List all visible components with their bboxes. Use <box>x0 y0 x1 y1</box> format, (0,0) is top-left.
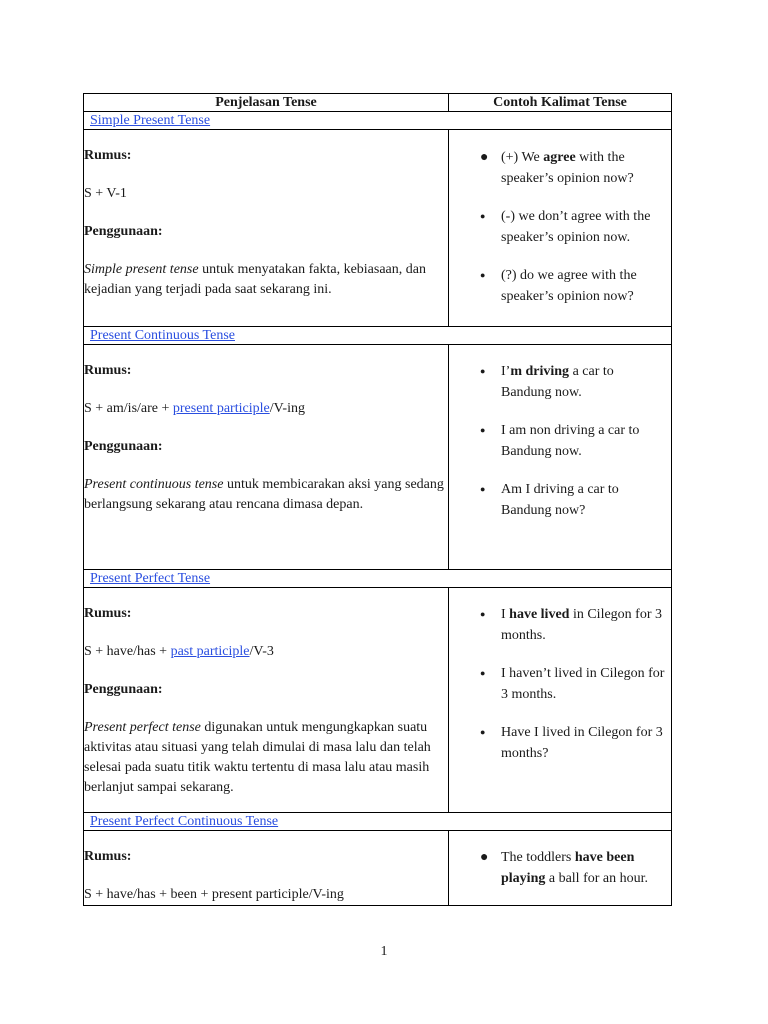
usage-description <box>84 718 448 798</box>
example-negative: ● (-) we don’t agree with the speaker’s opinion now. <box>501 206 665 248</box>
usage-term: Present perfect tense <box>84 720 201 735</box>
examples-cell <box>449 831 672 906</box>
examples-list <box>449 847 671 889</box>
usage-text: digunakan untuk mengungkapkan suatu aktivitas atau situasi yang telah dimulai di masa lalu dan telah selesai pada suatu titik waktu tertentu di masa lalu atau masih berlanjut sampai sekarang. <box>84 720 431 795</box>
section-title-row <box>84 327 672 345</box>
section-body-row <box>84 831 672 906</box>
usage-text: untuk membicarakan aksi yang sedang berlangsung sekarang atau rencana dimasa depan. <box>84 477 444 512</box>
example-negative: ● I haven’t lived in Cilegon for 3 months. <box>501 663 665 705</box>
example-positive: ● (+) We agree with the speaker’s opinion now? <box>501 147 665 189</box>
examples-list <box>449 604 671 764</box>
bullet-icon: ● <box>480 727 486 737</box>
penggunaan-label: Penggunaan: <box>84 682 163 697</box>
present-participle-link[interactable]: present participle <box>172 401 270 416</box>
section-title-row <box>84 813 672 831</box>
examples-cell <box>449 130 672 327</box>
header-contoh: Contoh Kalimat Tense <box>449 94 672 112</box>
section-title-row <box>84 112 672 130</box>
formula: S + V-1 <box>84 186 127 201</box>
example-positive: ● I have lived in Cilegon for 3 months. <box>501 604 665 646</box>
section-link-present-continuous[interactable]: Present Continuous Tense <box>90 328 235 343</box>
example-positive: ● The toddlers have been playing a ball for an hour. <box>501 847 665 889</box>
explanation-cell <box>84 831 449 906</box>
bullet-icon: ● <box>480 366 486 376</box>
formula: S + have/has + been + present participle/V-ing <box>84 887 344 902</box>
rumus-label: Rumus: <box>84 148 132 163</box>
rumus-label: Rumus: <box>84 606 132 621</box>
page-number: 1 <box>380 944 388 959</box>
tense-table <box>83 93 672 906</box>
bullet-icon: ● <box>480 150 489 165</box>
table-header-row <box>84 94 672 112</box>
example-negative: ● I am non driving a car to Bandung now. <box>501 420 665 462</box>
usage-description <box>84 260 448 300</box>
section-link-present-perfect[interactable]: Present Perfect Tense <box>90 571 211 586</box>
section-title-row <box>84 570 672 588</box>
bullet-icon: ● <box>480 609 486 619</box>
section-body-row <box>84 588 672 813</box>
example-question: ● Am I driving a car to Bandung now? <box>501 479 665 521</box>
formula: S + have/has + past participle/V-3 <box>84 644 274 659</box>
usage-term: Simple present tense <box>84 262 199 277</box>
penggunaan-label: Penggunaan: <box>84 439 163 454</box>
examples-list <box>449 147 671 307</box>
bullet-icon: ● <box>480 425 486 435</box>
explanation-cell <box>84 345 449 570</box>
section-link-present-perfect-continuous[interactable]: Present Perfect Continuous Tense <box>90 814 279 829</box>
bullet-icon: ● <box>480 211 486 221</box>
past-participle-link[interactable]: past participle <box>170 644 250 659</box>
section-link-simple-present[interactable]: Simple Present Tense <box>90 113 211 128</box>
bullet-icon: ● <box>480 850 489 865</box>
usage-description <box>84 475 448 515</box>
bullet-icon: ● <box>480 484 486 494</box>
explanation-cell <box>84 130 449 327</box>
section-body-row <box>84 130 672 327</box>
example-positive: ● I’m driving a car to Bandung now. <box>501 361 665 403</box>
formula: S + am/is/are + present participle/V-ing <box>84 401 305 416</box>
example-question: ● (?) do we agree with the speaker’s opinion now? <box>501 265 665 307</box>
bullet-icon: ● <box>480 270 486 280</box>
explanation-cell <box>84 588 449 813</box>
penggunaan-label: Penggunaan: <box>84 224 163 239</box>
rumus-label: Rumus: <box>84 849 132 864</box>
examples-cell <box>449 588 672 813</box>
header-penjelasan: Penjelasan Tense <box>84 94 449 112</box>
usage-text: untuk menyatakan fakta, kebiasaan, dan kejadian yang terjadi pada saat sekarang ini. <box>84 262 426 297</box>
usage-term: Present continuous tense <box>84 477 224 492</box>
example-question: ● Have I lived in Cilegon for 3 months? <box>501 722 665 764</box>
examples-list <box>449 361 671 521</box>
bullet-icon: ● <box>480 668 486 678</box>
section-body-row <box>84 345 672 570</box>
examples-cell <box>449 345 672 570</box>
rumus-label: Rumus: <box>84 363 132 378</box>
